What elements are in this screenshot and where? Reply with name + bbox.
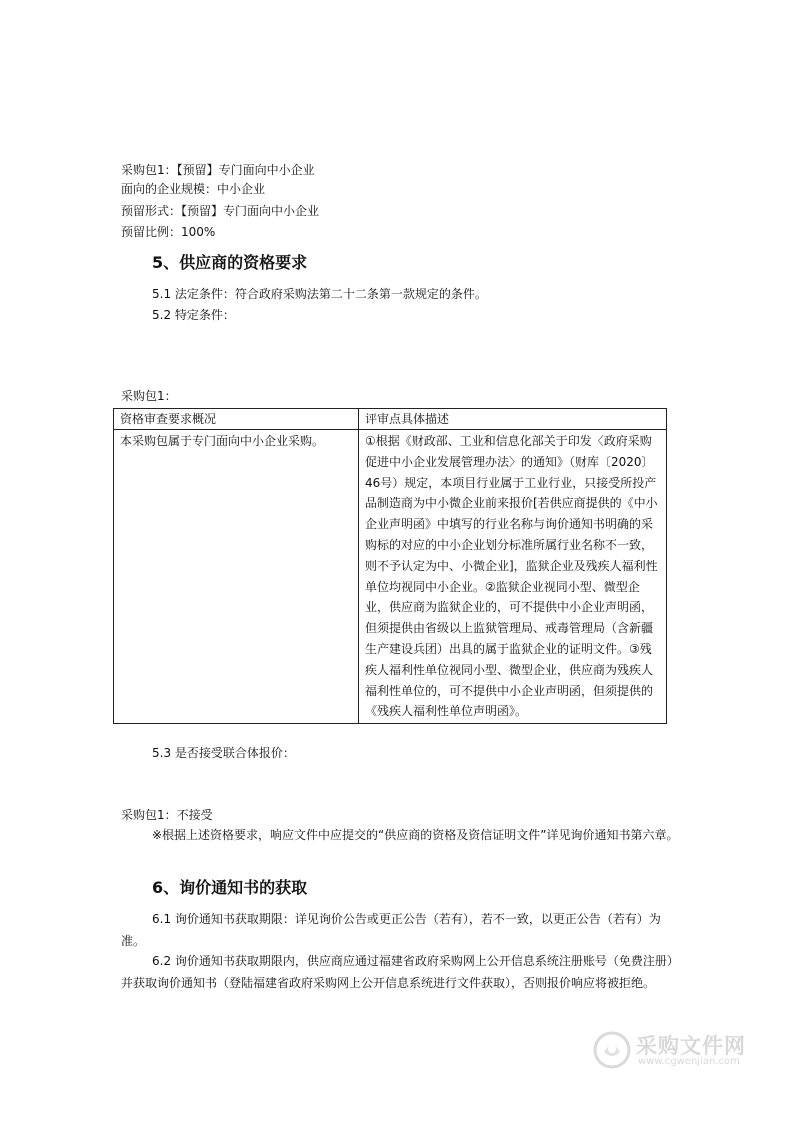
item-5-1: 5.1 法定条件：符合政府采购法第二十二条第一款规定的条件。 [152,287,487,301]
qualification-note: ※根据上述资格要求，响应文件中应提交的“供应商的资格及资信证明文件”详见询价通知书第六章。 [152,828,679,842]
watermark-text: 采购文件网 [636,1034,746,1058]
watermark-url: www.cgwenjian.com [638,1056,740,1067]
site-watermark [592,1026,752,1076]
table-header-row [114,409,667,430]
pkg1-label: 采购包1： [121,389,177,403]
pkg1-reservation: 采购包1：【预留】专门面向中小企业 [121,163,315,177]
item-6-1: 6.1 询价通知书获取期限：详见询价公告或更正公告（若有），若不一致，以更正公告（若有）为准。 [121,912,661,948]
reservation-form: 预留形式：【预留】专门面向中小企业 [121,204,320,218]
table-row [114,430,667,724]
enterprise-scale: 面向的企业规模：中小企业 [121,182,266,196]
table-header-cell: 资格审查要求概况 [114,409,359,430]
section6-heading: 6、询价通知书的获取 [152,878,308,897]
item-6-2: 6.2 询价通知书获取期限内，供应商应通过福建省政府采购网上公开信息系统注册账号（免费注册）并获取询价通知书（登陆福建省政府采购网上公开信息系统进行文件获取），否则报价响应将被拒绝。 [121,954,679,990]
item-5-3: 5.3 是否接受联合体报价： [152,746,295,760]
pkg1-no-union: 采购包1：不接受 [121,808,213,822]
section5-heading: 5、供应商的资格要求 [152,253,308,272]
logo-icon [592,1030,632,1070]
table-cell: ①根据《财政部、工业和信息化部关于印发〈政府采购促进中小企业发展管理办法〉的通知》（财库〔2020〕46号）规定，本项目行业属于工业行业，只接受所投产品制造商为中小微企业前来报价[若供应商提供的《中小企业声明函》中填写的行业名称与询价通知书明确的采购标的对应的中小企业划分标准所属行业名称不一致，则不予认定为中、小微企业]，监狱企业及残疾人福利性单位均视同中小企业。②监狱企业视同小型、微型企业，供应商为监狱企业的，可不提供中小企业声明函，但须提供由省级以上监狱管理局、戒毒管理局（含新疆生产建设兵团）出具的属于监狱企业的证明文件。③残疾人福利性单位视同小型、微型企业，供应商为残疾人福利性单位的，可不提供中小企业声明函，但须提供的《残疾人福利性单位声明函》。 [359,430,667,724]
table-header-cell: 评审点具体描述 [359,409,667,430]
reservation-ratio: 预留比例：100% [121,225,216,239]
table-cell: 本采购包属于专门面向中小企业采购。 [114,430,359,724]
item-5-2: 5.2 特定条件： [152,308,235,322]
qualification-table [113,408,667,724]
